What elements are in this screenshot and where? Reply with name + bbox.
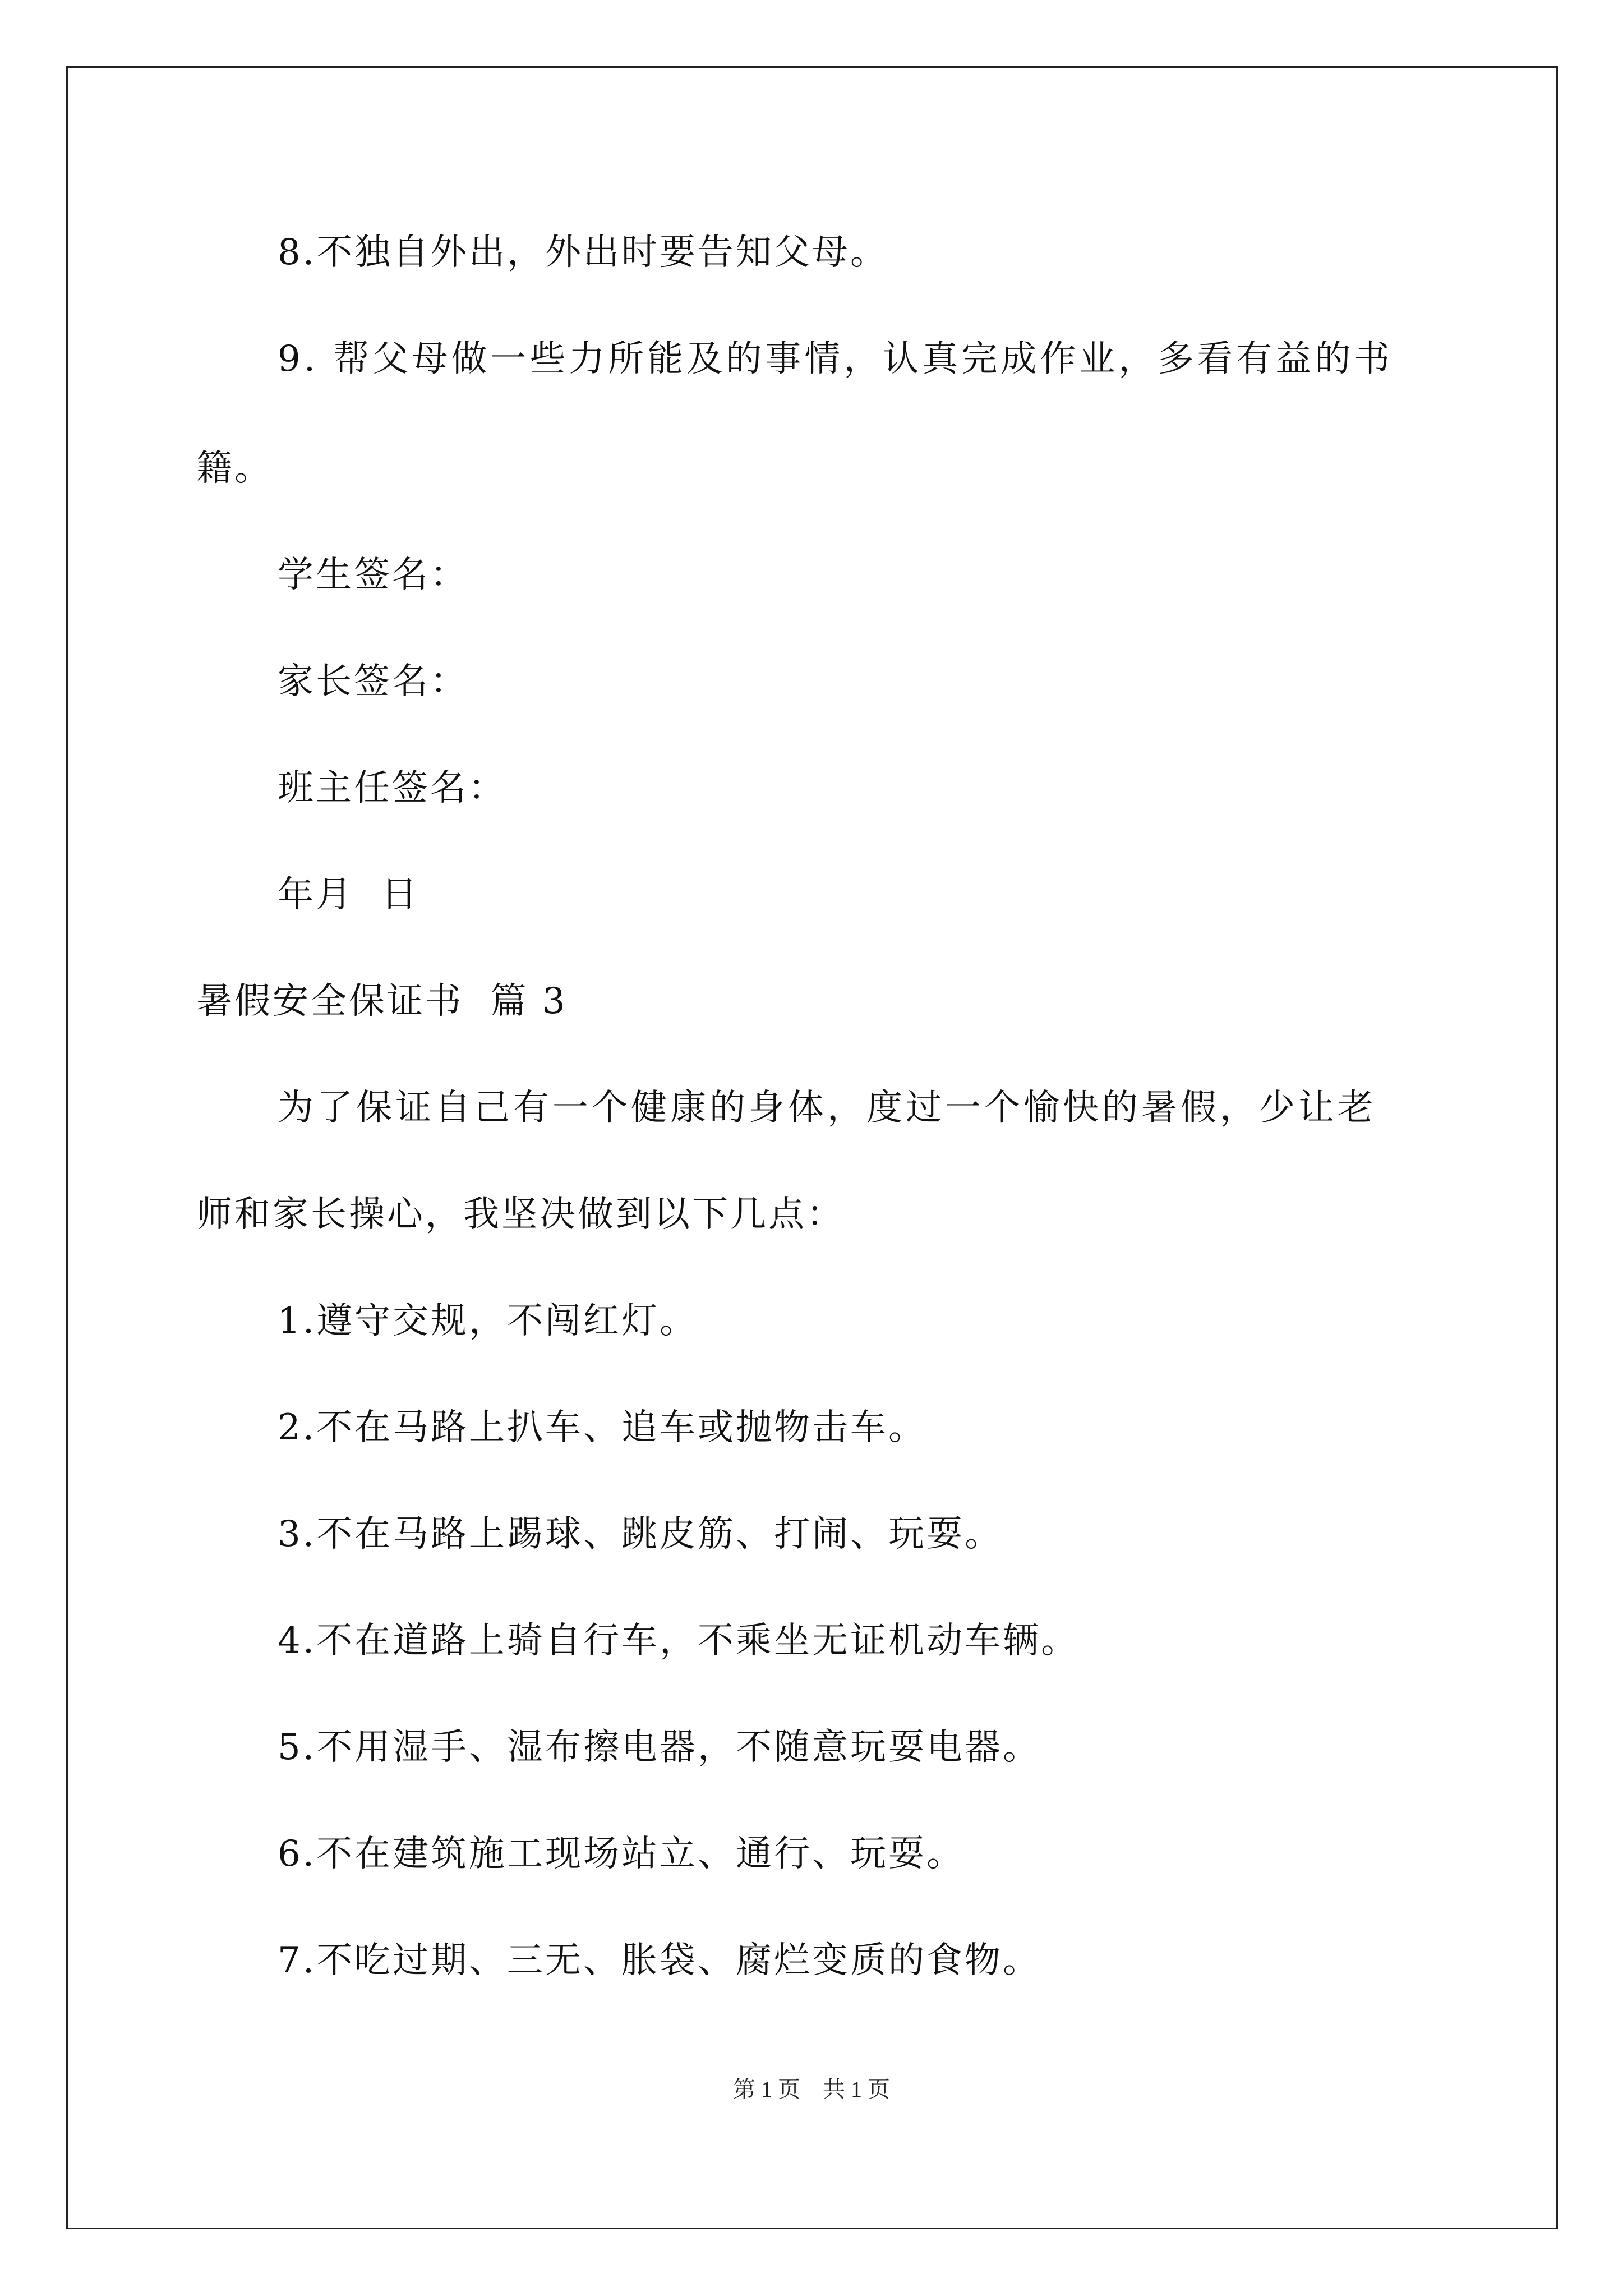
parent-signature-label: 家长签名：	[278, 661, 468, 702]
rule-item-6: 6.不在建筑施工现场站立、通行、玩耍。	[278, 1833, 965, 1875]
page-border	[66, 66, 1558, 2229]
teacher-signature-label: 班主任签名：	[278, 767, 506, 809]
intro-paragraph-line1: 为了保证自己有一个健康的身体，度过一个愉快的暑假，少让老	[278, 1087, 1377, 1129]
paragraph-item-9-line1	[278, 337, 1427, 381]
section-heading: 暑假安全保证书 篇 3	[196, 981, 568, 1022]
rule-item-5: 5.不用湿手、湿布擦电器，不随意玩耍电器。	[278, 1727, 1041, 1768]
student-signature-label: 学生签名：	[278, 554, 468, 596]
rule-item-1: 1.遵守交规，不闯红灯。	[278, 1300, 698, 1342]
paragraph-item-9-text: 9. 帮父母做一些力所能及的事情，认真完成作业，多看有益的书	[278, 338, 1394, 380]
page-number-footer: 第 1 页 共 1 页	[733, 2077, 890, 2102]
rule-item-3: 3.不在马路上踢球、跳皮筋、打闹、玩耍。	[278, 1513, 1003, 1555]
rule-item-4: 4.不在道路上骑自行车，不乘坐无证机动车辆。	[278, 1620, 1080, 1662]
rule-item-2: 2.不在马路上扒车、追车或抛物击车。	[278, 1407, 927, 1448]
paragraph-item-8: 8.不独自外出，外出时要告知父母。	[278, 232, 889, 273]
paragraph-item-9-line2: 籍。	[196, 448, 273, 489]
date-line: 年月 日	[278, 874, 419, 915]
intro-paragraph-line2: 师和家长操心，我坚决做到以下几点：	[196, 1194, 845, 1235]
rule-item-7: 7.不吃过期、三无、胀袋、腐烂变质的食物。	[278, 1940, 1041, 1981]
